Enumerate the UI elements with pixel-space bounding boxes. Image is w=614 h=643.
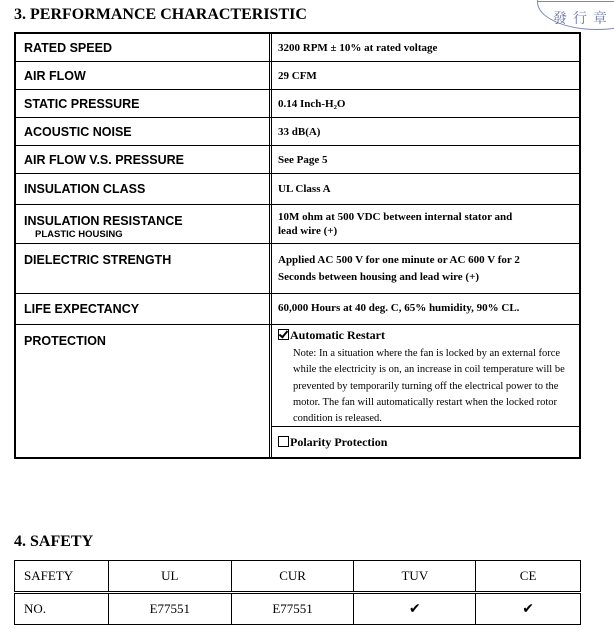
air-flow-pressure-label: AIR FLOW V.S. PRESSURE bbox=[24, 153, 184, 167]
automatic-restart-option bbox=[278, 328, 385, 343]
acoustic-noise-label: ACOUSTIC NOISE bbox=[24, 125, 132, 139]
cur-number-cell: E77551 bbox=[231, 593, 354, 625]
tuv-header-cell: TUV bbox=[354, 561, 476, 593]
stamp-text: 發行章 bbox=[553, 11, 613, 27]
insulation-class-label: INSULATION CLASS bbox=[24, 182, 146, 196]
insulation-resistance-value-line1: 10M ohm at 500 VDC between internal stator and bbox=[278, 211, 513, 223]
air-flow-pressure-value: See Page 5 bbox=[278, 154, 328, 166]
tuv-checkmark-icon: ✔ bbox=[354, 593, 476, 625]
number-label-cell: NO. bbox=[15, 593, 109, 625]
checkbox-unchecked-icon bbox=[278, 436, 289, 447]
ce-header-cell: CE bbox=[476, 561, 581, 593]
polarity-protection-option bbox=[278, 435, 387, 450]
dielectric-strength-label: DIELECTRIC STRENGTH bbox=[24, 253, 172, 267]
safety-number-row bbox=[15, 593, 581, 625]
table-row bbox=[16, 243, 579, 294]
protection-note: Note: In a situation where the fan is locked by an external force while the electricity is on, an increase in coil temperature will be prevented by temporarily turning off the electrical power to the motor. The fan will automatically restart when the locked rotor condition is released. bbox=[293, 348, 565, 425]
automatic-restart-label: Automatic Restart bbox=[290, 328, 385, 342]
stamp-divider bbox=[538, 1, 614, 2]
safety-header-cell: SAFETY bbox=[15, 561, 109, 593]
rated-speed-value: 3200 RPM ± 10% at rated voltage bbox=[278, 42, 438, 54]
insulation-resistance-label: INSULATION RESISTANCE bbox=[24, 214, 183, 228]
cur-header-cell: CUR bbox=[231, 561, 354, 593]
checkbox-checked-icon bbox=[278, 329, 289, 340]
performance-table bbox=[14, 32, 581, 459]
air-flow-value: 29 CFM bbox=[278, 70, 317, 82]
static-pressure-label: STATIC PRESSURE bbox=[24, 97, 140, 111]
ce-checkmark-icon: ✔ bbox=[476, 593, 581, 625]
air-flow-label: AIR FLOW bbox=[24, 69, 86, 83]
insulation-class-value: UL Class A bbox=[278, 183, 331, 195]
performance-heading: 3. PERFORMANCE CHARACTERISTIC bbox=[14, 6, 307, 23]
dielectric-strength-value-line2: Seconds between housing and lead wire (+) bbox=[278, 271, 480, 283]
polarity-protection-label: Polarity Protection bbox=[290, 435, 388, 449]
issue-stamp bbox=[537, 0, 614, 30]
acoustic-noise-value: 33 dB(A) bbox=[278, 126, 321, 138]
rated-speed-label: RATED SPEED bbox=[24, 41, 112, 55]
safety-heading: 4. SAFETY bbox=[14, 533, 94, 550]
life-expectancy-label: LIFE EXPECTANCY bbox=[24, 302, 140, 316]
ul-number-cell: E77551 bbox=[108, 593, 231, 625]
safety-header-row bbox=[15, 561, 581, 593]
insulation-resistance-value-line2: lead wire (+) bbox=[278, 225, 338, 237]
ul-header-cell: UL bbox=[108, 561, 231, 593]
note-separator bbox=[271, 426, 579, 427]
safety-table bbox=[14, 560, 581, 625]
protection-label: PROTECTION bbox=[24, 334, 106, 348]
insulation-resistance-sublabel: PLASTIC HOUSING bbox=[35, 229, 123, 240]
life-expectancy-value: 60,000 Hours at 40 deg. C, 65% humidity, 90% CL. bbox=[278, 302, 520, 314]
dielectric-strength-value-line1: Applied AC 500 V for one minute or AC 600 V for 2 bbox=[278, 254, 520, 266]
static-pressure-value: 0.14 Inch-H₂O bbox=[278, 98, 346, 110]
